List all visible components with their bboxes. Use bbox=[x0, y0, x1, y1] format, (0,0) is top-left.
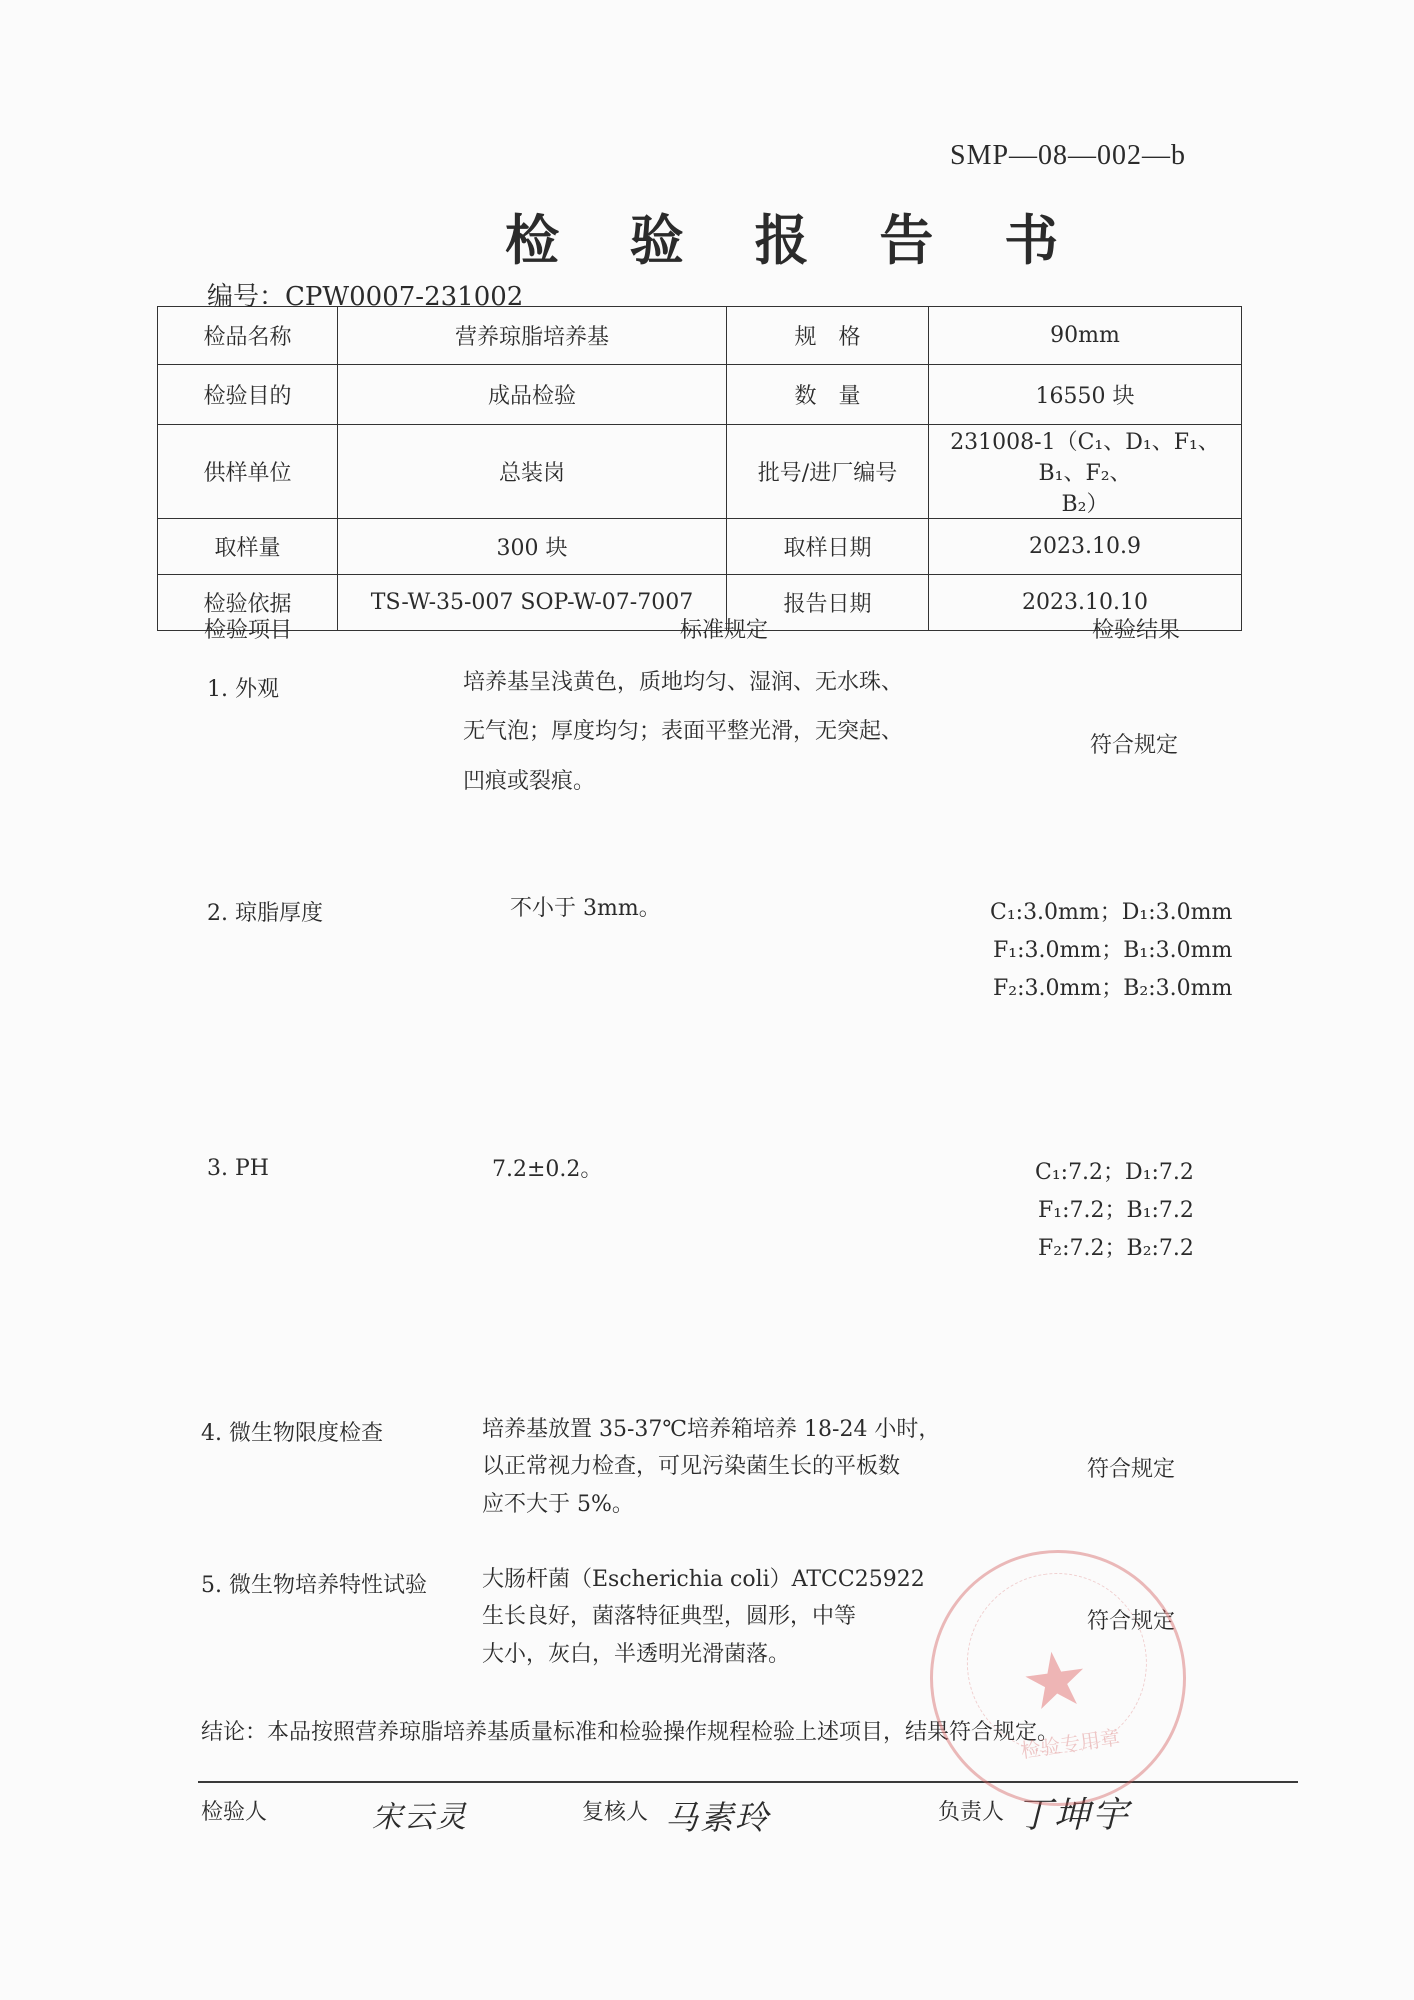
microbial-limit-standard-line-1: 培养基放置 35-37℃培养箱培养 18-24 小时， bbox=[482, 1417, 941, 1442]
row-3-label-2: 批号/进厂编号 bbox=[727, 425, 929, 519]
row-2-label-2: 数 量 bbox=[727, 365, 929, 425]
item-culture-characteristics-standard bbox=[482, 1561, 925, 1673]
item-culture-characteristics-result: 符合规定 bbox=[1087, 1609, 1176, 1634]
section-header-result: 检验结果 bbox=[1092, 618, 1181, 643]
culture-standard-line-1: 大肠杆菌（Escherichia coli）ATCC25922 bbox=[482, 1567, 925, 1592]
item-ph-name: 3. PH bbox=[207, 1156, 269, 1181]
stamp-text: 检验专用章 bbox=[1019, 1725, 1122, 1763]
item-appearance-name: 1. 外观 bbox=[207, 677, 279, 702]
reviewer-signature: 马素玲 bbox=[665, 1798, 770, 1837]
row-2-value-2: 16550 块 bbox=[929, 365, 1242, 425]
row-4-value-2: 2023.10.9 bbox=[929, 519, 1242, 575]
reviewer-label: 复核人 bbox=[582, 1800, 649, 1825]
appearance-standard-line-2: 无气泡；厚度均匀；表面平整光滑，无突起、 bbox=[463, 719, 904, 745]
culture-standard-line-3: 大小，灰白，半透明光滑菌落。 bbox=[482, 1641, 791, 1667]
appearance-standard-line-3: 凹痕或裂痕。 bbox=[463, 768, 596, 794]
row-4-value: 300 块 bbox=[338, 519, 727, 575]
batch-number-line-2: B₂） bbox=[1061, 492, 1109, 517]
ph-result-1: C₁:7.2；D₁:7.2 bbox=[1035, 1160, 1194, 1185]
item-culture-characteristics-name: 5. 微生物培养特性试验 bbox=[201, 1573, 427, 1598]
inspector-signature: 宋云灵 bbox=[372, 1800, 468, 1835]
item-ph-standard: 7.2±0.2。 bbox=[492, 1157, 603, 1182]
row-3-value: 总装岗 bbox=[338, 425, 727, 519]
conclusion: 结论：本品按照营养琼脂培养基质量标准和检验操作规程检验上述项目，结果符合规定。 bbox=[201, 1720, 1060, 1745]
inspector-label: 检验人 bbox=[201, 1800, 268, 1825]
row-3-value-2 bbox=[929, 425, 1242, 519]
agar-thickness-result-2: F₁:3.0mm；B₁:3.0mm bbox=[993, 937, 1233, 963]
culture-standard-line-2: 生长良好，菌落特征典型，圆形，中等 bbox=[482, 1604, 857, 1630]
responsible-signature: 丁坤宇 bbox=[1016, 1795, 1131, 1836]
section-header-item: 检验项目 bbox=[204, 618, 293, 643]
item-agar-thickness-standard: 不小于 3mm。 bbox=[510, 896, 661, 921]
row-1-label: 检品名称 bbox=[158, 307, 338, 365]
row-2-value: 成品检验 bbox=[338, 365, 727, 425]
serial-value: CPW0007-231002 bbox=[285, 282, 524, 312]
ph-result-2: F₁:7.2；B₁:7.2 bbox=[1038, 1197, 1194, 1223]
row-1-label-2: 规 格 bbox=[727, 307, 929, 365]
document-code: SMP—08—002—b bbox=[950, 140, 1187, 171]
item-agar-thickness-results bbox=[990, 894, 1232, 1007]
row-4-label-2: 取样日期 bbox=[727, 519, 929, 575]
section-header-standard: 标准规定 bbox=[680, 618, 769, 643]
item-appearance-result: 符合规定 bbox=[1090, 733, 1179, 758]
serial-label: 编号： bbox=[207, 282, 286, 312]
row-5-value-2: 2023.10.10 bbox=[929, 575, 1242, 631]
row-5-value: TS-W-35-007 SOP-W-07-7007 bbox=[338, 575, 727, 631]
item-microbial-limit-name: 4. 微生物限度检查 bbox=[201, 1421, 383, 1446]
row-5-label: 检验依据 bbox=[158, 575, 338, 631]
item-microbial-limit-result: 符合规定 bbox=[1087, 1457, 1176, 1482]
ph-result-3: F₂:7.2；B₂:7.2 bbox=[1038, 1235, 1194, 1261]
microbial-limit-standard-line-2: 以正常视力检查，可见污染菌生长的平板数 bbox=[482, 1454, 901, 1480]
agar-thickness-result-1: C₁:3.0mm；D₁:3.0mm bbox=[990, 900, 1233, 925]
stamp-star-icon: ★ bbox=[1015, 1631, 1096, 1729]
inspection-info-table bbox=[157, 306, 1242, 631]
row-5-label-2: 报告日期 bbox=[727, 575, 929, 631]
item-microbial-limit-standard bbox=[482, 1411, 940, 1523]
row-2-label: 检验目的 bbox=[158, 365, 338, 425]
row-4-label: 取样量 bbox=[158, 519, 338, 575]
appearance-standard-line-1: 培养基呈浅黄色，质地均匀、湿润、无水珠、 bbox=[463, 670, 904, 695]
item-ph-results bbox=[1035, 1154, 1194, 1267]
microbial-limit-standard-line-3: 应不大于 5%。 bbox=[482, 1491, 634, 1517]
item-agar-thickness-name: 2. 琼脂厚度 bbox=[207, 901, 323, 926]
responsible-label: 负责人 bbox=[938, 1800, 1005, 1825]
row-3-label: 供样单位 bbox=[158, 425, 338, 519]
item-appearance-standard bbox=[463, 664, 903, 800]
company-stamp bbox=[913, 1533, 1202, 1822]
agar-thickness-result-3: F₂:3.0mm；B₂:3.0mm bbox=[993, 975, 1233, 1001]
page-title: 检 验 报 告 书 bbox=[505, 208, 1085, 272]
row-1-value-2: 90mm bbox=[929, 307, 1242, 365]
row-1-value: 营养琼脂培养基 bbox=[338, 307, 727, 365]
batch-number-line-1: 231008-1（C₁、D₁、F₁、B₁、F₂、 bbox=[950, 430, 1220, 486]
